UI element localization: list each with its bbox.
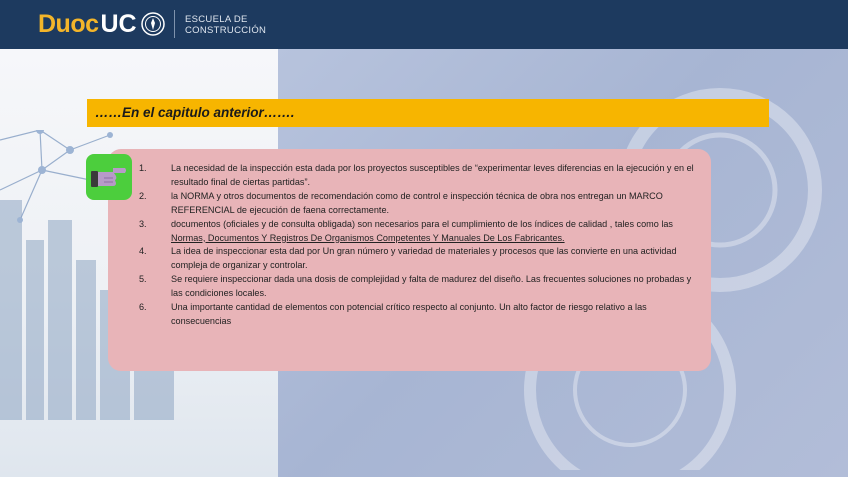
header-divider [174, 10, 175, 38]
duoc-uc-logo [38, 8, 165, 40]
list-item-number: 3. [139, 218, 147, 229]
list-item [130, 273, 695, 301]
list-item-number: 2. [139, 190, 147, 201]
list-item-text: La idea de inspeccionar esta dad por Un gran número y variedad de materiales y procesos que las convierte en una actividad compleja de organizar y controlar. [171, 246, 677, 271]
list-item-number: 1. [139, 163, 147, 173]
section-title-bar [87, 99, 769, 127]
section-title: ……En el capitulo anterior……. [95, 105, 295, 120]
list-item-text: Una importante cantidad de elementos con potencial crítico respecto al conjunto. Un alto factor de riesgo relativo a las consecuencias [171, 302, 647, 326]
logo-duoc-text: Duoc [38, 9, 99, 38]
school-line-1: ESCUELA DE [185, 14, 248, 25]
list-item-text: Se requiere inspeccionar dada una dosis de complejidad y falta de madurez del diseño. Las frecuentes soluciones no probadas y las condiciones locales. [171, 274, 692, 299]
list-item [130, 190, 695, 218]
header-bar [0, 0, 848, 49]
list-item-text: documentos (oficiales y de consulta obligada) son necesarios para el cumplimiento de los índices de calidad , tales como las [171, 218, 673, 229]
list-item-number: 4. [139, 246, 147, 257]
logo-uc-text: UC [100, 9, 137, 38]
list-item-number: 5. [139, 274, 147, 285]
list-item [130, 245, 695, 273]
pointing-hand-badge [86, 154, 132, 200]
inspection-list [130, 162, 695, 329]
list-item-number: 6. [139, 302, 147, 313]
school-name [185, 14, 266, 36]
school-line-2: CONSTRUCCIÓN [185, 25, 267, 36]
pointing-hand-icon [86, 154, 132, 200]
list-item [130, 162, 695, 190]
normas-link-text: Normas, Documentos Y Registros De Organismos Competentes Y Manuales De Los Fabricantes. [171, 232, 565, 243]
list-item [130, 218, 695, 246]
university-seal-icon [141, 12, 165, 36]
list-item-text: la NORMA y otros documentos de recomendación como de control e inspección técnica de obra nos entregan un MARCO REFERENCIAL de ejecución de faena correctamente. [171, 190, 663, 215]
list-item [130, 301, 695, 329]
list-item-text: La necesidad de la inspección esta dada por los proyectos susceptibles de “experimentar leves diferencias en la ejecución y en el resultado final de ciertas partidas”. [171, 163, 694, 187]
